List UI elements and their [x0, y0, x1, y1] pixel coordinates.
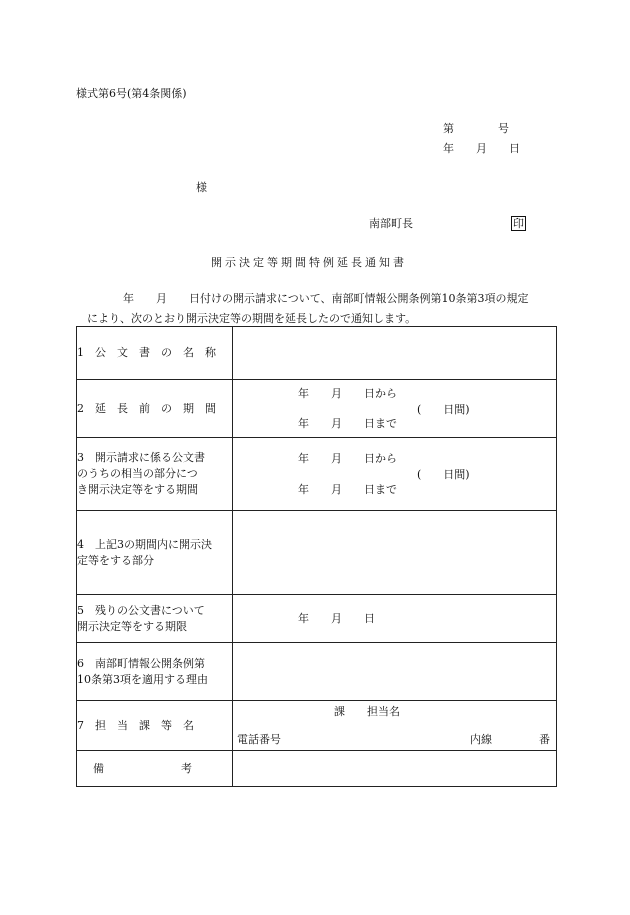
table-row: [77, 595, 557, 643]
partial-period-days: ( 日間): [417, 468, 470, 481]
applied-reason-value[interactable]: [233, 643, 557, 701]
table-row: [77, 751, 557, 787]
extension-suffix: 番: [539, 733, 550, 746]
form-number-label: 様式第6号(第4条関係): [76, 87, 187, 100]
table-row: [77, 327, 557, 380]
table-row: [77, 643, 557, 701]
partial-period-value[interactable]: [233, 438, 557, 511]
phone-number-label: 電話番号: [237, 733, 281, 746]
extension-label: 内線: [470, 733, 492, 746]
row-label-period-before: 2 延 長 前 の 期 間: [77, 380, 233, 438]
recipient-suffix: 様: [196, 181, 207, 194]
row-label-department: 7 担 当 課 等 名: [77, 701, 233, 751]
table-row: [77, 438, 557, 511]
body-text-line-2: により、次のとおり開示決定等の期間を延長したので通知します。: [87, 312, 417, 325]
period-before-to: 年 月 日まで: [298, 417, 397, 430]
row-label-partial-period: 3 開示請求に係る公文書 のうちの相当の部分につ き開示決定等をする期間: [77, 438, 233, 511]
seal-mark: 印: [513, 217, 524, 230]
document-title: 開示決定等期間特例延長通知書: [211, 256, 407, 269]
issuer-name: 南部町長: [369, 217, 413, 230]
row-label-applied-reason: 6 南部町情報公開条例第 10条第3項を適用する理由: [77, 643, 233, 701]
period-before-value[interactable]: [233, 380, 557, 438]
row-label-partial-content: 4 上記3の期間内に開示決 定等をする部分: [77, 511, 233, 595]
partial-period-to: 年 月 日まで: [298, 483, 397, 496]
department-person: 課 担当名: [334, 705, 400, 718]
partial-content-value[interactable]: [233, 511, 557, 595]
row-label-remaining-deadline: 5 残りの公文書について 開示決定等をする期限: [77, 595, 233, 643]
department-value[interactable]: [233, 701, 557, 751]
remaining-deadline-date: 年 月 日: [298, 612, 375, 625]
period-before-from: 年 月 日から: [298, 387, 397, 400]
document-date: 年 月 日: [443, 142, 520, 155]
notice-table: [76, 326, 557, 787]
row-label-remarks: 備 考: [77, 751, 233, 787]
table-row: [77, 511, 557, 595]
body-text-line-1: 年 月 日付けの開示請求について、南部町情報公開条例第10条第3項の規定: [123, 292, 529, 305]
row-label-document-name: 1 公 文 書 の 名 称: [77, 327, 233, 380]
document-number: 第 号: [443, 122, 509, 135]
period-before-days: ( 日間): [417, 403, 470, 416]
table-row: [77, 701, 557, 751]
remarks-value[interactable]: [233, 751, 557, 787]
partial-period-from: 年 月 日から: [298, 452, 397, 465]
remaining-deadline-value[interactable]: [233, 595, 557, 643]
table-row: [77, 380, 557, 438]
document-name-value[interactable]: [233, 327, 557, 380]
